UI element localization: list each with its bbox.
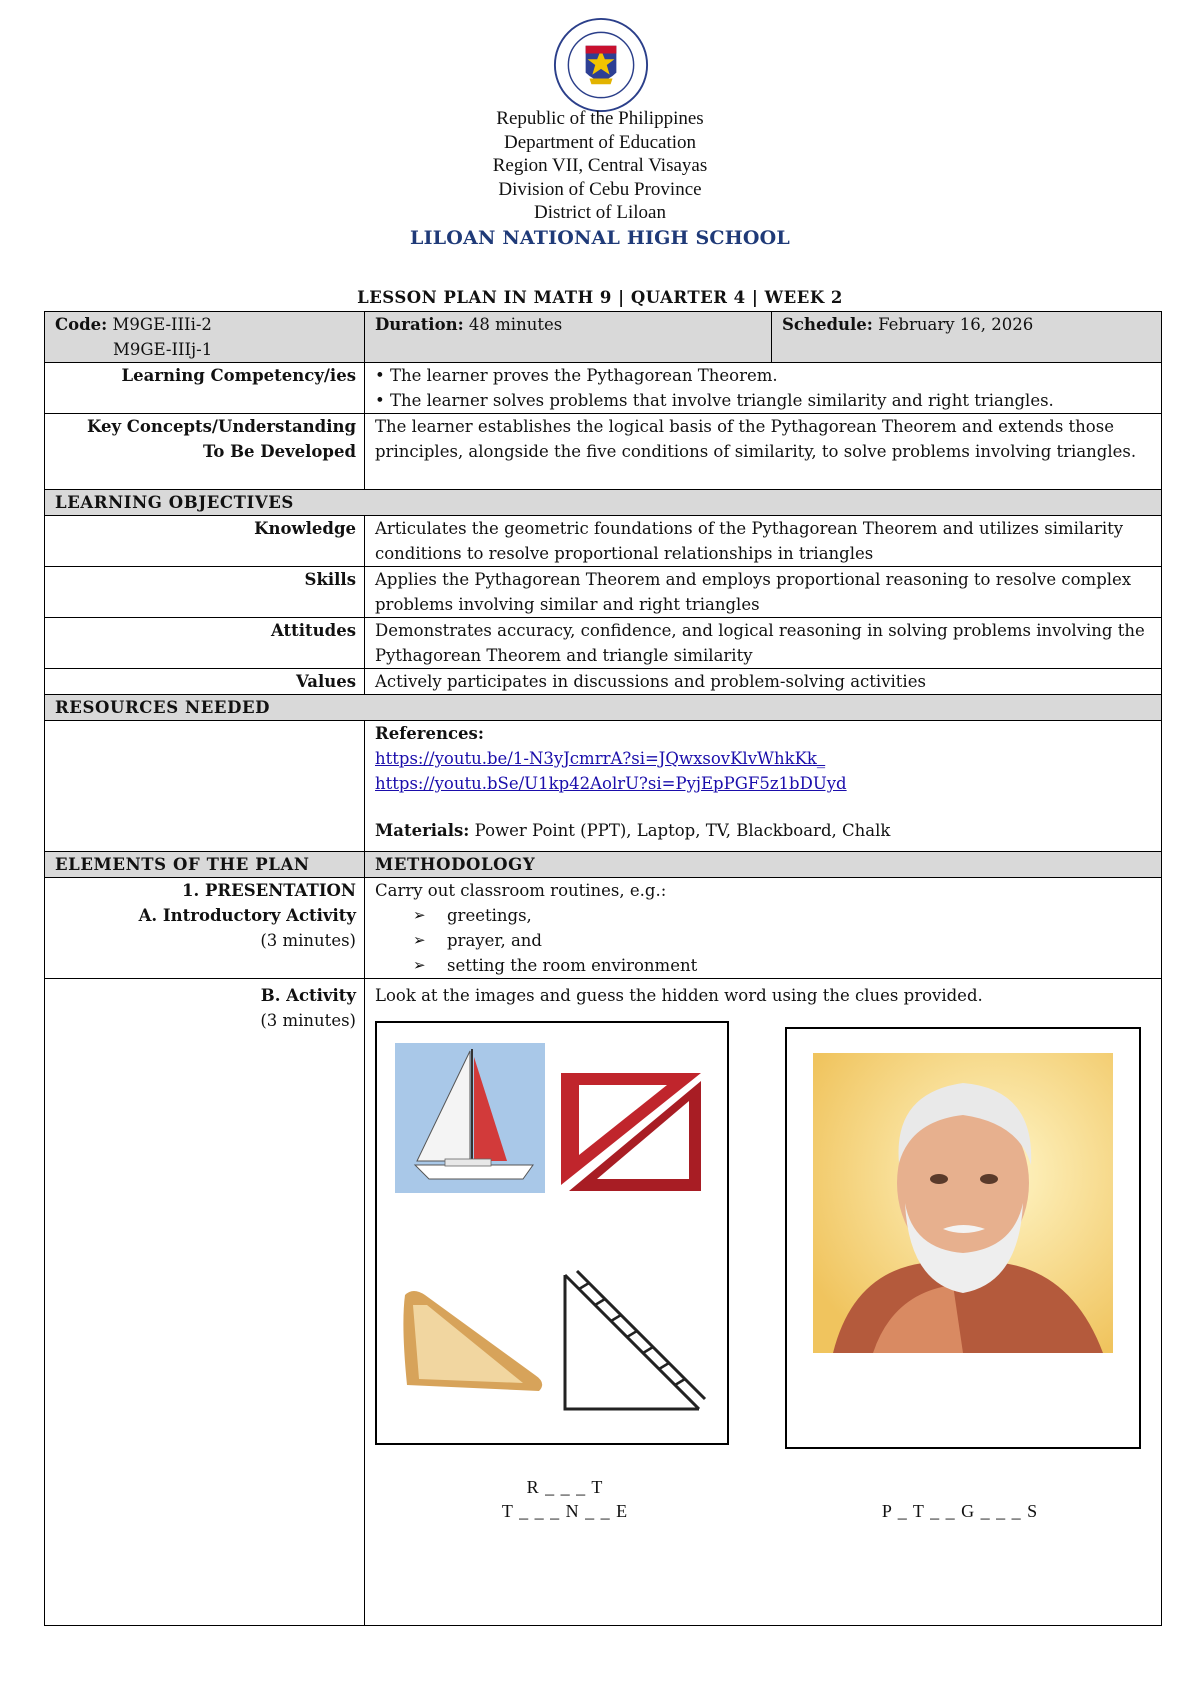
- letterhead-line: Department of Education: [503, 131, 697, 153]
- objectives-heading: LEARNING OBJECTIVES: [45, 490, 1162, 516]
- duration-value: 48 minutes: [468, 315, 563, 334]
- hidden-word-clue-1: [455, 1475, 675, 1523]
- clue-line: R _ _ _ T: [526, 1477, 604, 1497]
- objective-row: [45, 618, 1162, 669]
- presentation-label: 1. PRESENTATION: [182, 881, 356, 900]
- objective-label: Attitudes: [45, 618, 365, 669]
- sailboat-image: [395, 1043, 545, 1193]
- info-row: [45, 312, 1162, 363]
- materials-label: Materials:: [375, 821, 470, 840]
- routine-item: ➢ setting the room environment: [413, 953, 1155, 978]
- lesson-plan-table: [44, 311, 1162, 1626]
- intro-row: [45, 878, 1162, 979]
- resources-heading: RESOURCES NEEDED: [45, 695, 1162, 721]
- reference-link[interactable]: https://youtu.bSe/U1kp42AolrU?si=PyjEpPGF5z1bDUyd: [375, 774, 847, 793]
- intro-time: (3 minutes): [260, 931, 356, 950]
- schedule-value: February 16, 2026: [878, 315, 1034, 334]
- key-concepts-text: The learner establishes the logical basis of the Pythagorean Theorem and extends those principles, alongside the five conditions of similarity, to solve problems involving triangles.: [365, 414, 1162, 490]
- schedule-label: Schedule:: [782, 315, 873, 334]
- reference-link[interactable]: https://youtu.be/1-N3yJcmrrA?si=JQwxsovKlvWhkKk_: [375, 749, 826, 768]
- intro-activity-label: A. Introductory Activity: [138, 906, 356, 925]
- code-value: M9GE-IIIj-1: [113, 340, 213, 359]
- activity-row: [45, 979, 1162, 1626]
- hidden-word-clue-2: P _ T _ _ G _ _ _ S: [881, 1501, 1039, 1521]
- objective-row: [45, 567, 1162, 618]
- intro-text: Carry out classroom routines, e.g.:: [375, 881, 667, 900]
- objective-text: Articulates the geometric foundations of the Pythagorean Theorem and utilizes similarity conditions to resolve proportional relationships in triangles: [365, 516, 1162, 567]
- section-header: [45, 695, 1162, 721]
- letterhead-line: Division of Cebu Province: [498, 178, 702, 200]
- routine-item: ➢ prayer, and: [413, 928, 1155, 953]
- competency-row: [45, 363, 1162, 414]
- objective-label: Skills: [45, 567, 365, 618]
- bread-slice-image: [397, 1285, 547, 1403]
- school-name: LILOAN NATIONAL HIGH SCHOOL: [410, 226, 790, 249]
- activity-instructions: Look at the images and guess the hidden word using the clues provided.: [375, 986, 983, 1005]
- references-label: References:: [375, 724, 484, 743]
- code-label: Code:: [55, 315, 108, 334]
- objective-label: Knowledge: [45, 516, 365, 567]
- competency-item: • The learner proves the Pythagorean Theorem.: [375, 366, 778, 385]
- clue-image-box-pythagoras: [785, 1027, 1141, 1449]
- plan-header-row: [45, 852, 1162, 878]
- key-concepts-label: Key Concepts/Understanding: [86, 417, 356, 436]
- competency-label: Learning Competency/ies: [45, 363, 365, 414]
- resources-row: [45, 721, 1162, 852]
- pythagoras-portrait-image: [813, 1053, 1113, 1353]
- objective-label: Values: [45, 669, 365, 695]
- objective-text: Demonstrates accuracy, confidence, and logical reasoning in solving problems involving the Pythagorean Theorem and triangle similarity: [365, 618, 1162, 669]
- key-concepts-label: To Be Developed: [202, 442, 356, 461]
- letterhead: [0, 107, 1200, 250]
- objective-text: Actively participates in discussions and problem-solving activities: [365, 669, 1162, 695]
- ladder-triangle-image: [557, 1267, 707, 1417]
- routine-list: [375, 903, 1155, 978]
- letterhead-line: Republic of the Philippines: [496, 108, 704, 129]
- key-concepts-row: [45, 414, 1162, 490]
- routine-item: ➢ greetings,: [413, 903, 1155, 928]
- clue-image-box-right-triangle: [375, 1021, 729, 1445]
- objective-row: [45, 669, 1162, 695]
- letterhead-line: Region VII, Central Visayas: [492, 155, 708, 176]
- letterhead-line: District of Liloan: [534, 202, 666, 223]
- materials-text: Power Point (PPT), Laptop, TV, Blackboard, Chalk: [474, 821, 891, 840]
- activity-label: B. Activity: [260, 986, 356, 1005]
- activity-time: (3 minutes): [260, 1011, 356, 1030]
- section-header: [45, 490, 1162, 516]
- elements-heading: ELEMENTS OF THE PLAN: [45, 852, 365, 878]
- clue-line: T _ _ _ N _ _ E: [501, 1501, 629, 1521]
- objective-row: [45, 516, 1162, 567]
- code-value: M9GE-IIIi-2: [112, 315, 212, 334]
- document-title: LESSON PLAN IN MATH 9 | QUARTER 4 | WEEK 2: [357, 288, 843, 307]
- set-square-image: [555, 1067, 707, 1195]
- duration-label: Duration:: [375, 315, 464, 334]
- methodology-heading: METHODOLOGY: [365, 852, 1162, 878]
- competency-item: • The learner solves problems that involve triangle similarity and right triangles.: [375, 391, 1054, 410]
- deped-seal-logo: [553, 17, 649, 113]
- objective-text: Applies the Pythagorean Theorem and employs proportional reasoning to resolve complex problems involving similar and right triangles: [365, 567, 1162, 618]
